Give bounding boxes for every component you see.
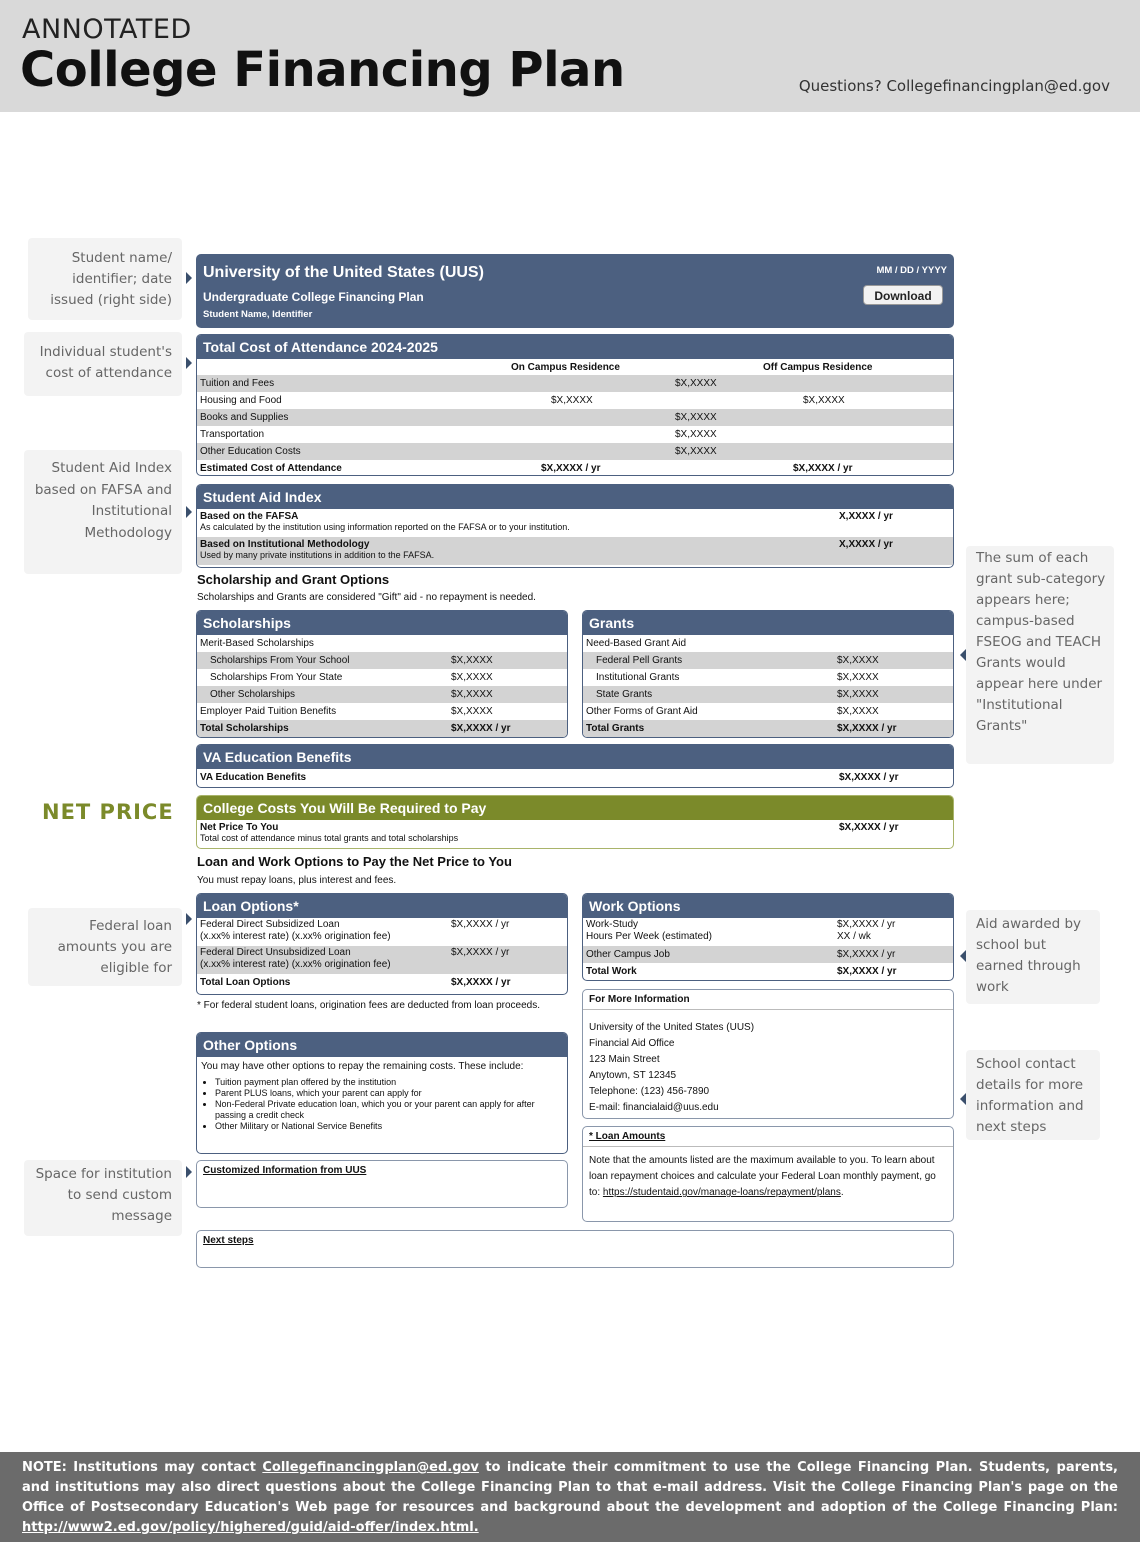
table-row: State Grants $X,XXXX [583,686,953,703]
sai-title: Student Aid Index [197,485,953,509]
table-row: Other Scholarships $X,XXXX [197,686,567,703]
scholarship-grant-subtitle: Scholarships and Grants are considered "Gift" aid - no repayment is needed. [197,592,536,603]
school-name: University of the United States (UUS) [203,264,484,281]
table-row: Merit-Based Scholarships [200,638,314,649]
table-row: Federal Pell Grants $X,XXXX [583,652,953,669]
table-row-total: Total Scholarships $X,XXXX / yr [197,720,567,737]
custom-info-title: Customized Information from UUS [203,1165,367,1176]
coa-title: Total Cost of Attendance 2024-2025 [197,335,953,359]
pointer-icon [186,506,192,518]
questions-contact: Questions? Collegefinancingplan@ed.gov [798,77,1110,95]
work-study-row: Work-Study Hours Per Week (estimated) $X,XXXX / yr XX / wk [586,919,896,942]
net-price-row: Net Price To You Total cost of attendance minus total grants and total scholarships $X,XXXX / yr [200,822,899,843]
repayment-plans-link[interactable]: https://studentaid.gov/manage-loans/repayment/plans [602,1187,841,1198]
more-info-title: For More Information [583,990,953,1010]
other-options-intro: You may have other options to repay the remaining costs. These include: [201,1061,524,1072]
annotation-grants: The sum of each grant sub-category appears here; campus-based FSEOG and TEACH Grants would appear here under "Institutional Grants" [966,546,1114,764]
annotated-label: ANNOTATED [22,14,192,45]
scholarship-grant-heading: Scholarship and Grant Options [197,572,390,587]
table-row: Tuition and Fees $X,XXXX [197,375,953,392]
plan-header [196,254,954,328]
annotation-custom-message: Space for institution to send custom message [24,1160,182,1236]
page-title: College Financing Plan [20,42,625,98]
subsidized-loan-row: Federal Direct Subsidized Loan (x.xx% interest rate) (x.xx% origination fee) $X,XXXX / yr [200,919,510,942]
col-on-campus: On Campus Residence [511,362,620,373]
table-row: Books and Supplies $X,XXXX [197,409,953,426]
table-row-total: Estimated Cost of Attendance $X,XXXX / yr $X,XXXX / yr [200,463,853,474]
list-item: • Non-Federal Private education loan, which you or your parent can apply for after passing a credit check [215,1099,563,1121]
loan-footnote: * For federal student loans, origination fees are deducted from loan proceeds. [197,1000,540,1011]
list-item: • Tuition payment plan offered by the institution [215,1077,563,1088]
table-row-total: Total Work $X,XXXX / yr [586,966,897,977]
loan-amounts-section [582,1126,954,1222]
net-price-label: NET PRICE [42,800,174,824]
download-button[interactable]: Download [863,285,943,305]
table-row: Institutional Grants $X,XXXX [596,672,879,683]
table-row: Employer Paid Tuition Benefits $X,XXXX [200,706,493,717]
plan-type: Undergraduate College Financing Plan [203,290,424,304]
pointer-icon [960,649,966,661]
sai-fafsa-row: Based on the FAFSA As calculated by the institution using information reported on the FAFSA or to your institution. X,XXXX / yr [200,511,893,532]
other-options-section [196,1032,568,1154]
scholarships-title: Scholarships [197,611,567,635]
va-title: VA Education Benefits [197,745,953,769]
pointer-icon [186,1166,192,1178]
pointer-icon [960,1093,966,1105]
net-price-title: College Costs You Will Be Required to Pay [197,796,953,820]
table-row: Other Education Costs $X,XXXX [197,443,953,460]
table-row: Need-Based Grant Aid [586,638,687,649]
grants-section [582,610,954,738]
table-row: Other Campus Job $X,XXXX / yr [583,946,953,963]
annotation-cost-of-attendance: Individual student's cost of attendance [24,332,182,396]
table-row: Other Forms of Grant Aid $X,XXXX [586,706,879,717]
page-header [0,0,1140,112]
annotation-federal-loan: Federal loan amounts you are eligible for [28,908,182,986]
va-benefits-section [196,744,954,788]
student-identifier: Student Name, Identifier [203,309,313,320]
table-row: Scholarships From Your State $X,XXXX [210,672,493,683]
more-information-section [582,989,954,1119]
table-row-total: Total Loan Options $X,XXXX / yr [200,977,511,988]
unsubsidized-loan-row: Federal Direct Unsubsidized Loan (x.xx% interest rate) (x.xx% origination fee) $X,XXXX / yr [197,946,567,974]
next-steps-section [196,1230,954,1268]
pointer-icon [186,272,192,284]
footer-note: NOTE: Institutions may contact Collegefinancingplan@ed.gov to indicate their commitment to use the College Financing Plan. Students, parents, and institutions may also direct questions about the College Financing Plan to that e-mail address. Visit the College Financing Plan's page on the Office of Postsecondary Education's Web page for resources and background about the development and adoption of the College Financing Plan: http://www2.ed.gov/policy/highered/guid/aid-offer/index.html. [0,1452,1140,1542]
pointer-icon [186,357,192,369]
list-item: • Other Military or National Service Benefits [215,1121,563,1132]
loan-amounts-text: Note that the amounts listed are the maximum available to you. To learn about loan repayment choices and calculate your Federal Loan monthly payment, go to: https://studentaid.gov/manage-loans/repayment/plans. [589,1155,936,1198]
contact-details: University of the United States (UUS) Financial Aid Office 123 Main Street Anytown, ST 12345 Telephone: (123) 456-7890 E-mail: financialaid@uus.edu [589,1022,755,1113]
other-options-title: Other Options [197,1033,567,1057]
work-options-section [582,893,954,981]
scholarships-section [196,610,568,738]
col-off-campus: Off Campus Residence [763,362,873,373]
grants-title: Grants [583,611,953,635]
footer-email-link[interactable]: Collegefinancingplan@ed.gov [262,1460,479,1475]
table-row: Scholarships From Your School $X,XXXX [197,652,567,669]
table-row: Transportation $X,XXXX [200,429,717,440]
annotation-sai: Student Aid Index based on FAFSA and Institutional Methodology [24,450,182,574]
loan-options-section [196,893,568,995]
footer-url-link[interactable]: http://www2.ed.gov/policy/highered/guid/aid-offer/index.html. [22,1520,479,1535]
other-options-list [197,1073,567,1132]
issue-date: MM / DD / YYYY [876,265,947,276]
table-row: VA Education Benefits $X,XXXX / yr [200,772,899,783]
loan-work-heading: Loan and Work Options to Pay the Net Price to You [197,854,512,869]
cost-of-attendance-section [196,334,954,476]
pointer-icon [186,913,192,925]
custom-information-section [196,1160,568,1208]
coa-column-headers [197,359,953,375]
list-item: • Parent PLUS loans, which your parent can apply for [215,1088,563,1099]
pointer-icon [960,950,966,962]
work-options-title: Work Options [583,894,953,918]
table-row-total: Total Grants $X,XXXX / yr [583,720,953,737]
table-row: Housing and Food $X,XXXX $X,XXXX [200,395,845,406]
annotation-student-name: Student name/ identifier; date issued (right side) [28,238,182,320]
annotation-contact: School contact details for more information and next steps [966,1050,1100,1140]
next-steps-title: Next steps [203,1235,254,1246]
sai-im-row: Based on Institutional Methodology Used by many private institutions in addition to the FAFSA. X,XXXX / yr [197,537,953,565]
student-aid-index-section [196,484,954,568]
loan-options-title: Loan Options* [197,894,567,918]
loan-amounts-title: * Loan Amounts [583,1127,953,1147]
loan-work-subtitle: You must repay loans, plus interest and fees. [197,875,397,886]
net-price-section [196,795,954,849]
annotation-work: Aid awarded by school but earned through work [966,910,1100,1004]
